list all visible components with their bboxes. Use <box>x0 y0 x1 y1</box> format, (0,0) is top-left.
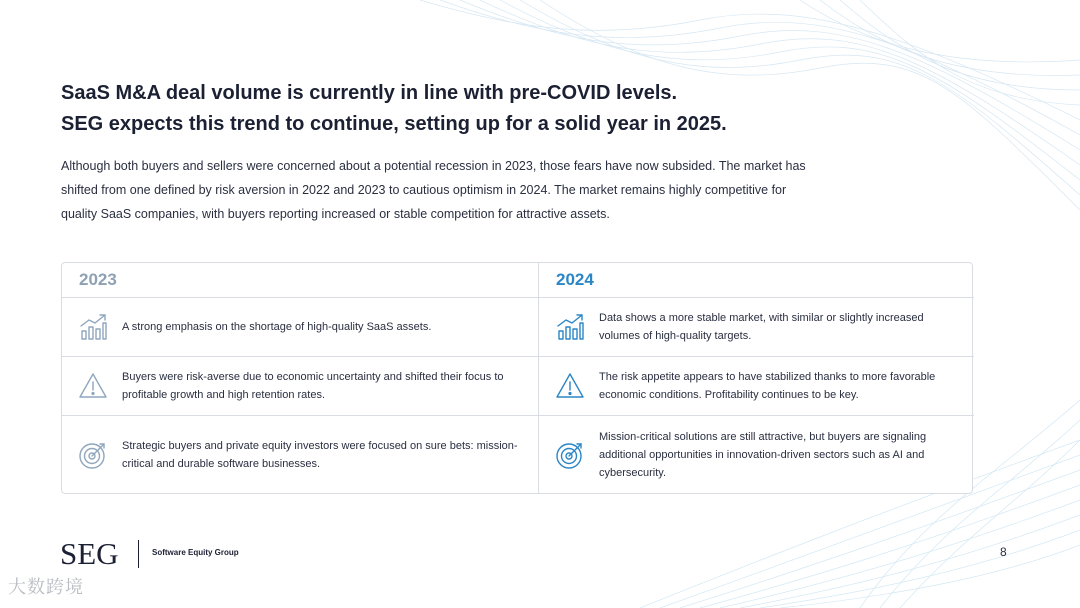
warning-icon <box>78 371 108 401</box>
row-text: Buyers were risk-averse due to economic uncertainty and shifted their focus to profitable growth and high retention rates. <box>122 371 504 401</box>
row-text: The risk appetite appears to have stabilized thanks to more favorable economic conditions. Profitability continues to be key. <box>599 371 936 401</box>
table-row <box>62 415 538 494</box>
table-row <box>62 298 538 356</box>
target-icon <box>555 440 585 470</box>
seg-logo: SEG <box>60 536 119 571</box>
target-icon <box>78 440 108 470</box>
watermark: 大数跨境 <box>8 577 84 597</box>
page-title: SaaS M&A deal volume is currently in line with pre-COVID levels. <box>61 82 678 104</box>
table-row <box>539 415 974 494</box>
logo-divider <box>138 540 139 568</box>
comparison-table <box>61 262 973 494</box>
growth-chart-icon <box>78 312 108 342</box>
row-text: A strong emphasis on the shortage of high-quality SaaS assets. <box>122 321 432 333</box>
growth-chart-icon <box>555 312 585 342</box>
page-number: 8 <box>1000 545 1007 559</box>
table-row <box>539 356 974 415</box>
column-2023 <box>62 263 538 494</box>
row-text: Strategic buyers and private equity investors were focused on sure bets: mission-critical and durable software businesses. <box>122 440 518 470</box>
page-subtitle: SEG expects this trend to continue, setting up for a solid year in 2025. <box>61 113 727 135</box>
warning-icon <box>555 371 585 401</box>
row-text: Data shows a more stable market, with similar or slightly increased volumes of high-quality targets. <box>599 312 924 342</box>
intro-paragraph: Although both buyers and sellers were concerned about a potential recession in 2023, those fears have now subsided. The market has shifted from one defined by risk aversion in 2022 and 2023 to cautious optimism in 2024. The market remains highly competitive for quality SaaS companies, with buyers reporting increased or stable competition for attractive assets. <box>61 159 806 221</box>
row-text: Mission-critical solutions are still attractive, but buyers are signaling additional opportunities in innovation-driven sectors such as AI and cybersecurity. <box>599 431 927 479</box>
table-row <box>539 298 974 356</box>
column-header-2023: 2023 <box>62 263 538 298</box>
company-name: Software Equity Group <box>152 548 239 557</box>
column-header-2024: 2024 <box>539 263 974 298</box>
column-2024 <box>538 263 974 494</box>
table-row <box>62 356 538 415</box>
